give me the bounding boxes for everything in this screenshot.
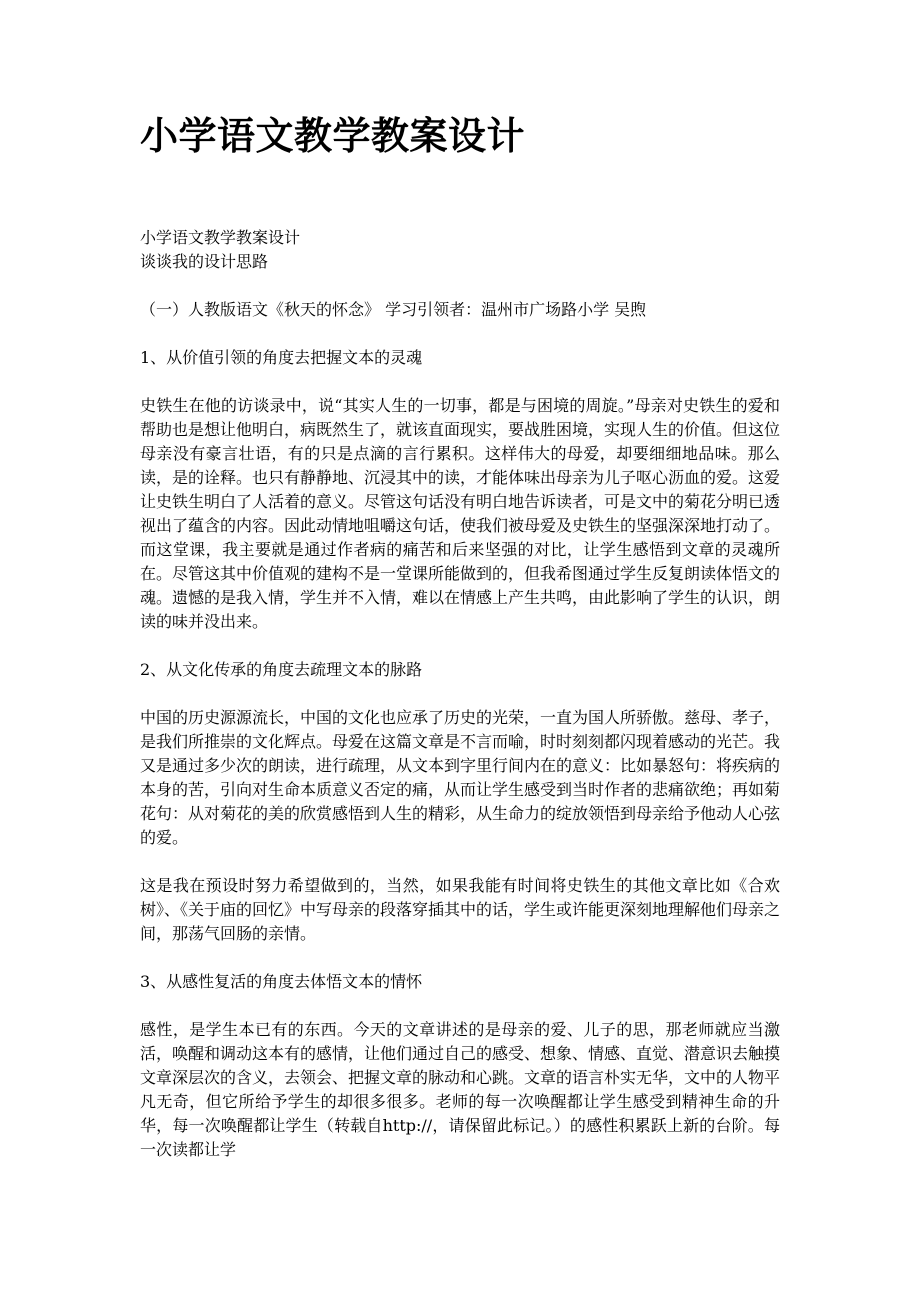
intro-line: （一）人教版语文《秋天的怀念》 学习引领者：温州市广场路小学 吴煦 bbox=[140, 300, 647, 319]
section-heading: 3、从感性复活的角度去体悟文本的情怀 bbox=[140, 972, 423, 991]
document-page bbox=[140, 110, 780, 1162]
paragraph: 史铁生在他的访谈录中，说“其实人生的一切事，都是与困境的周旋。”母亲对史铁生的爱和帮助也是想让他明白，病既然生了，就该直面现实，要战胜困境，实现人生的价值。但这位母亲没有豪言壮语，有的只是点滴的言行累积。这样伟大的母爱，却要细细地品味。那么读，是的诠释。也只有静静地、沉浸其中的读，才能体味出母亲为儿子呕心沥血的爱。这爱让史铁生明白了人活着的意义。尽管这句话没有明白地告诉读者，可是文中的菊花分明已透视出了蕴含的内容。因此动情地咀嚼这句话，使我们被母爱及史铁生的坚强深深地打动了。而这堂课，我主要就是通过作者病的痛苦和后来坚强的对比，让学生感悟到文章的灵魂所在。尽管这其中价值观的建构不是一堂课所能做到的，但我希图通过学生反复朗读体悟文的魂。遗憾的是我入情，学生并不入情，难以在情感上产生共鸣，由此影响了学生的认识，朗读的味并没出来。 bbox=[140, 396, 781, 631]
paragraph: 中国的历史源源流长，中国的文化也应承了历史的光荣，一直为国人所骄傲。慈母、孝子，是我们所推崇的文化辉点。母爱在这篇文章是不言而喻，时时刻刻都闪现着感动的光芒。我又是通过多少次的朗读，进行疏理，从文本到字里行间内在的意义：比如暴怒句：将疾病的本身的苦，引向对生命本质意义否定的痛，从而让学生感受到当时作者的悲痛欲绝；再如菊花句：从对菊花的美的欣赏感悟到人生的精彩，从生命力的绽放领悟到母亲给予他动人心弦的爱。 bbox=[140, 708, 781, 847]
paragraph: 感性，是学生本已有的东西。今天的文章讲述的是母亲的爱、儿子的思，那老师就应当激活，唤醒和调动这本有的感情，让他们通过自己的感受、想象、情感、直觉、潜意识去触摸文章深层次的含义，去领会、把握文章的脉动和心跳。文章的语言朴实无华，文中的人物平凡无奇，但它所给予学生的却很多很多。老师的每一次唤醒都让学生感受到精神生命的升华，每一次唤醒都让学生（转载自http://，请保留此标记。）的感性积累跃上新的台阶。每一次读都让学 bbox=[140, 1020, 781, 1159]
subtitle-line: 小学语文教学教案设计 bbox=[140, 228, 301, 247]
document-title: 小学语文教学教案设计 bbox=[140, 113, 526, 158]
section-heading: 1、从价值引领的角度去把握文本的灵魂 bbox=[140, 348, 423, 367]
subtitle-line: 谈谈我的设计思路 bbox=[140, 252, 269, 271]
section-heading: 2、从文化传承的角度去疏理文本的脉路 bbox=[140, 660, 423, 679]
document-body bbox=[140, 226, 780, 1162]
paragraph: 这是我在预设时努力希望做到的，当然，如果我能有时间将史铁生的其他文章比如《合欢树》、《关于庙的回忆》中写母亲的段落穿插其中的话，学生或许能更深刻地理解他们母亲之间，那荡气回肠的亲情。 bbox=[140, 876, 781, 943]
